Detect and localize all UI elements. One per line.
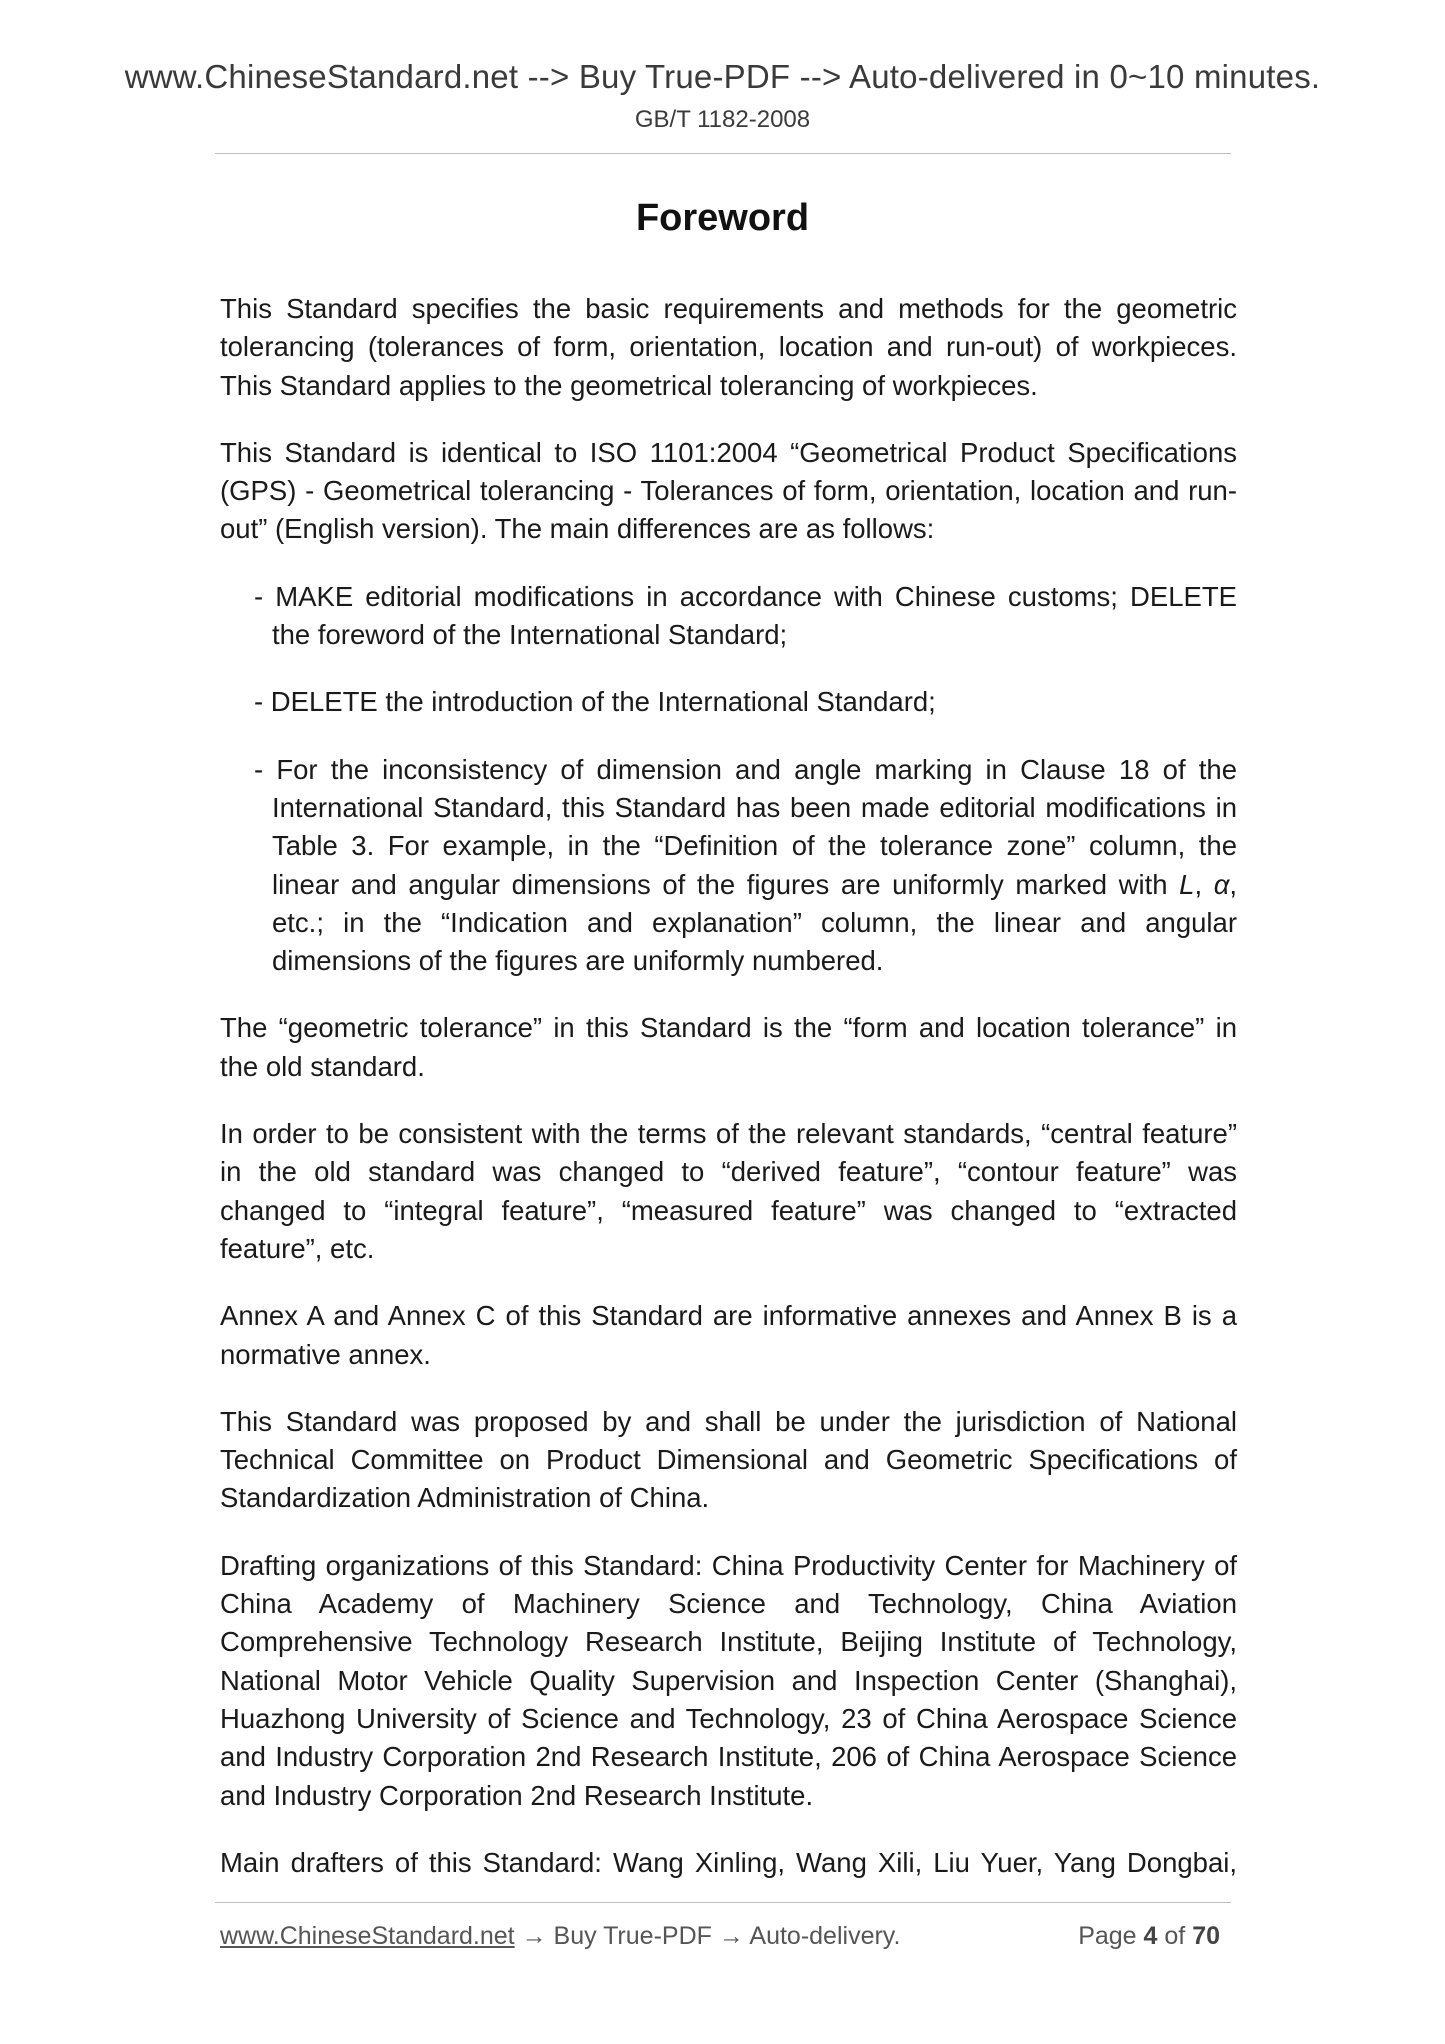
list-item-dimension-marking (254, 751, 1237, 981)
page-total: 70 (1192, 1922, 1220, 1950)
page-current: 4 (1143, 1922, 1158, 1950)
paragraph-annexes: Annex A and Annex C of this Standard are informative annexes and Annex B is a normative annex. (220, 1300, 1237, 1370)
symbol-length: L (1179, 868, 1195, 900)
standard-code: GB/T 1182-2008 (634, 106, 811, 133)
paragraph-jurisdiction: This Standard was proposed by and shall be under the jurisdiction of National Technical Committee on Product Dimensional and Geometric Specifications of Standardization Administration of China. (220, 1405, 1237, 1514)
header-banner: www.ChineseStandard.net --> Buy True-PDF --> Auto-delivered in 0~10 minutes. (124, 58, 1321, 95)
paragraph-drafters: Main drafters of this Standard: Wang Xinling, Wang Xili, Liu Yuer, Yang Dongbai, (220, 1846, 1237, 1878)
page-label: Page (1078, 1922, 1144, 1950)
header-divider (215, 153, 1231, 154)
footer-website-link[interactable]: www.ChineseStandard.net (220, 1922, 515, 1950)
text-segment: , (1194, 868, 1214, 900)
footer-tagline: → Buy True-PDF → Auto-delivery. (514, 1922, 901, 1950)
paragraph-drafting-organizations: Drafting organizations of this Standard: China Productivity Center for Machinery of China Academy of Machinery Science and Technology, China Aviation Comprehensive Technology Research Institute, Beijing Institute of Technology, National Motor Vehicle Quality Supervision and Inspection Center (Shanghai), Huazhong University of Science and Technology, 23 of China Aerospace Science and Industry Corporation 2nd Research Institute, 206 of China Aerospace Science and Industry Corporation 2nd Research Institute. (220, 1549, 1237, 1811)
page-number (1078, 1922, 1220, 1951)
page-of-label: of (1157, 1922, 1193, 1950)
paragraph-identical-iso: This Standard is identical to ISO 1101:2004 “Geometrical Product Specifications (GPS) - Geometrical tolerancing - Tolerances of form, orientation, location and run-out” (English version). The main differences are as follows: (220, 436, 1237, 545)
symbol-alpha: α (1213, 868, 1230, 900)
paragraph-scope: This Standard specifies the basic requirements and methods for the geometric tolerancing (tolerances of form, orientation, location and run-out) of workpieces. This Standard applies to the geometrical tolerancing of workpieces. (220, 293, 1237, 401)
list-item-editorial: - MAKE editorial modifications in accordance with Chinese customs; DELETE the foreword of the International Standard; (254, 580, 1237, 651)
text-segment: , etc.; in the “Indication and explanation” column, the linear and angular dimensions of the figures are uniformly numbered. (272, 868, 1238, 977)
footer-divider (215, 1902, 1231, 1903)
footer-left (220, 1922, 900, 1951)
paragraph-geometric-tolerance: The “geometric tolerance” in this Standard is the “form and location tolerance” in the old standard. (220, 1012, 1237, 1082)
text-segment: - For the inconsistency of dimension and angle marking in Clause 18 of the International Standard, this Standard has been made editorial modifications in Table 3. For example, in the “Definition of the tolerance zone” column, the linear and angular dimensions of the figures are uniformly marked with (254, 753, 1237, 900)
paragraph-terms: In order to be consistent with the terms of the relevant standards, “central feature” in the old standard was changed to “derived feature”, “contour feature” was changed to “integral feature”, “measured feature” was changed to “extracted feature”, etc. (220, 1118, 1237, 1264)
document-body (220, 290, 1237, 1911)
list-item-introduction: - DELETE the introduction of the International Standard; (254, 686, 936, 718)
page-title: Foreword (635, 197, 810, 239)
